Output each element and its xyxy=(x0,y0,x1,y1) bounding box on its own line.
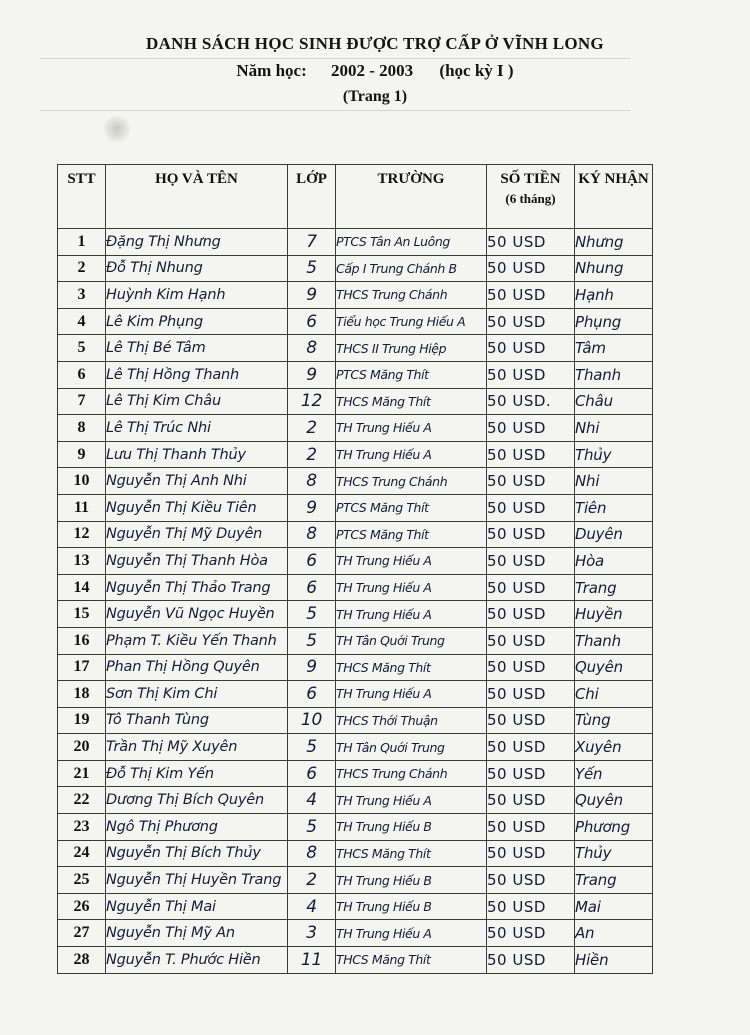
row-stt: 25 xyxy=(58,867,106,894)
row-signature: Tùng xyxy=(575,707,653,734)
row-grade: 4 xyxy=(288,893,336,920)
row-amount: 50 USD xyxy=(487,893,575,920)
row-school: TH Trung Hiếu B xyxy=(336,893,487,920)
header-school: TRƯỜNG xyxy=(336,165,487,229)
table-row xyxy=(58,255,653,282)
table-row xyxy=(58,335,653,362)
row-amount: 50 USD xyxy=(487,681,575,708)
row-name: Nguyễn Thị Thanh Hòa xyxy=(106,548,288,575)
table-row xyxy=(58,601,653,628)
row-grade: 5 xyxy=(288,255,336,282)
row-name: Nguyễn Thị Huyền Trang xyxy=(106,867,288,894)
row-stt: 22 xyxy=(58,787,106,814)
row-signature: Duyên xyxy=(575,521,653,548)
table-row xyxy=(58,574,653,601)
table-row xyxy=(58,468,653,495)
row-amount: 50 USD xyxy=(487,361,575,388)
row-name: Nguyễn Thị Bích Thủy xyxy=(106,840,288,867)
row-stt: 7 xyxy=(58,388,106,415)
row-amount: 50 USD xyxy=(487,494,575,521)
row-school: TH Tân Quới Trung xyxy=(336,734,487,761)
table-row xyxy=(58,840,653,867)
row-stt: 8 xyxy=(58,415,106,442)
row-grade: 9 xyxy=(288,361,336,388)
table-row xyxy=(58,361,653,388)
row-stt: 21 xyxy=(58,760,106,787)
row-stt: 6 xyxy=(58,361,106,388)
row-amount: 50 USD xyxy=(487,787,575,814)
row-name: Đỗ Thị Kim Yến xyxy=(106,760,288,787)
row-school: THCS Trung Chánh xyxy=(336,760,487,787)
row-amount: 50 USD xyxy=(487,548,575,575)
row-grade: 6 xyxy=(288,574,336,601)
table-row xyxy=(58,388,653,415)
row-amount: 50 USD xyxy=(487,840,575,867)
row-amount: 50 USD xyxy=(487,229,575,256)
row-grade: 3 xyxy=(288,920,336,947)
row-grade: 6 xyxy=(288,308,336,335)
row-amount: 50 USD xyxy=(487,947,575,974)
semester-value: I xyxy=(497,61,504,80)
row-school: TH Trung Hiếu B xyxy=(336,867,487,894)
row-name: Nguyễn Thị Thảo Trang xyxy=(106,574,288,601)
table-row xyxy=(58,282,653,309)
table-row xyxy=(58,627,653,654)
row-school: TH Trung Hiếu A xyxy=(336,787,487,814)
row-name: Nguyễn Thị Mỹ An xyxy=(106,920,288,947)
row-stt: 26 xyxy=(58,893,106,920)
row-signature: Thủy xyxy=(575,840,653,867)
row-signature: Thủy xyxy=(575,441,653,468)
row-school: TH Trung Hiếu A xyxy=(336,601,487,628)
row-grade: 7 xyxy=(288,229,336,256)
row-name: Đặng Thị Nhưng xyxy=(106,229,288,256)
row-grade: 8 xyxy=(288,468,336,495)
row-signature: Nhi xyxy=(575,468,653,495)
row-grade: 5 xyxy=(288,601,336,628)
page-number: (Trang 1) xyxy=(342,88,408,105)
row-signature: Tiên xyxy=(575,494,653,521)
table-row xyxy=(58,707,653,734)
row-signature: Quyên xyxy=(575,787,653,814)
row-name: Trần Thị Mỹ Xuyên xyxy=(106,734,288,761)
row-stt: 9 xyxy=(58,441,106,468)
row-amount: 50 USD xyxy=(487,707,575,734)
student-roster-table xyxy=(57,164,653,974)
row-name: Huỳnh Kim Hạnh xyxy=(106,282,288,309)
row-name: Đỗ Thị Nhung xyxy=(106,255,288,282)
row-amount: 50 USD xyxy=(487,255,575,282)
row-grade: 2 xyxy=(288,441,336,468)
row-stt: 20 xyxy=(58,734,106,761)
row-signature: Xuyên xyxy=(575,734,653,761)
row-amount: 50 USD xyxy=(487,920,575,947)
row-signature: Hạnh xyxy=(575,282,653,309)
row-stt: 19 xyxy=(58,707,106,734)
row-school: THCS Thới Thuận xyxy=(336,707,487,734)
row-school: TH Trung Hiếu A xyxy=(336,681,487,708)
table-row xyxy=(58,760,653,787)
row-school: Tiểu học Trung Hiếu A xyxy=(336,308,487,335)
row-amount: 50 USD xyxy=(487,574,575,601)
table-row xyxy=(58,229,653,256)
table-row xyxy=(58,494,653,521)
row-amount: 50 USD xyxy=(487,734,575,761)
header-amount xyxy=(487,165,575,229)
row-amount: 50 USD xyxy=(487,760,575,787)
row-amount: 50 USD xyxy=(487,627,575,654)
row-signature: Trang xyxy=(575,574,653,601)
header-signature: KÝ NHẬN xyxy=(575,165,653,229)
header-amount-label: SỐ TIỀN xyxy=(500,171,561,187)
row-name: Lê Thị Kim Châu xyxy=(106,388,288,415)
table-row xyxy=(58,654,653,681)
row-signature: Hòa xyxy=(575,548,653,575)
row-grade: 6 xyxy=(288,681,336,708)
table-row xyxy=(58,734,653,761)
row-signature: Trang xyxy=(575,867,653,894)
row-school: TH Trung Hiếu A xyxy=(336,441,487,468)
document-title: DANH SÁCH HỌC SINH ĐƯỢC TRỢ CẤP Ở VĨNH LONG xyxy=(146,34,604,53)
row-school: THCS Trung Chánh xyxy=(336,282,487,309)
row-school: TH Trung Hiếu A xyxy=(336,574,487,601)
table-row xyxy=(58,893,653,920)
paper-smudge xyxy=(104,112,130,146)
row-amount: 50 USD xyxy=(487,441,575,468)
row-stt: 4 xyxy=(58,308,106,335)
row-signature: Nhưng xyxy=(575,229,653,256)
row-signature: Phụng xyxy=(575,308,653,335)
row-signature: Thanh xyxy=(575,627,653,654)
row-stt: 13 xyxy=(58,548,106,575)
row-school: TH Tân Quới Trung xyxy=(336,627,487,654)
row-school: PTCS Măng Thít xyxy=(336,494,487,521)
row-school: THCS Măng Thít xyxy=(336,840,487,867)
row-school: THCS Măng Thít xyxy=(336,654,487,681)
row-school: PTCS Măng Thít xyxy=(336,521,487,548)
row-school: PTCS Tân An Luông xyxy=(336,229,487,256)
header-amount-period: (6 tháng) xyxy=(505,191,556,206)
row-stt: 27 xyxy=(58,920,106,947)
row-name: Ngô Thị Phương xyxy=(106,814,288,841)
table-row xyxy=(58,867,653,894)
row-name: Nguyễn T. Phước Hiền xyxy=(106,947,288,974)
row-name: Lê Thị Trúc Nhi xyxy=(106,415,288,442)
row-grade: 8 xyxy=(288,335,336,362)
row-amount: 50 USD xyxy=(487,814,575,841)
row-stt: 18 xyxy=(58,681,106,708)
row-stt: 11 xyxy=(58,494,106,521)
row-school: TH Trung Hiếu A xyxy=(336,548,487,575)
row-name: Lê Thị Bé Tâm xyxy=(106,335,288,362)
row-stt: 28 xyxy=(58,947,106,974)
row-school: Cấp I Trung Chánh B xyxy=(336,255,487,282)
row-school: TH Trung Hiếu A xyxy=(336,415,487,442)
row-grade: 9 xyxy=(288,282,336,309)
row-grade: 9 xyxy=(288,494,336,521)
row-name: Lê Thị Hồng Thanh xyxy=(106,361,288,388)
row-grade: 5 xyxy=(288,814,336,841)
row-amount: 50 USD xyxy=(487,867,575,894)
table-row xyxy=(58,308,653,335)
row-stt: 23 xyxy=(58,814,106,841)
table-row xyxy=(58,920,653,947)
row-signature: Châu xyxy=(575,388,653,415)
row-signature: Thanh xyxy=(575,361,653,388)
row-name: Sơn Thị Kim Chi xyxy=(106,681,288,708)
table-row xyxy=(58,787,653,814)
header-name: HỌ VÀ TÊN xyxy=(106,165,288,229)
table-row xyxy=(58,681,653,708)
row-signature: Phương xyxy=(575,814,653,841)
row-amount: 50 USD xyxy=(487,601,575,628)
row-stt: 17 xyxy=(58,654,106,681)
row-signature: Hiền xyxy=(575,947,653,974)
row-stt: 14 xyxy=(58,574,106,601)
row-amount: 50 USD. xyxy=(487,388,575,415)
school-year-label: Năm học: xyxy=(236,61,307,80)
row-signature: An xyxy=(575,920,653,947)
row-grade: 5 xyxy=(288,734,336,761)
row-signature: Nhung xyxy=(575,255,653,282)
table-row xyxy=(58,415,653,442)
row-name: Dương Thị Bích Quyên xyxy=(106,787,288,814)
row-school: THCS Măng Thít xyxy=(336,947,487,974)
row-stt: 12 xyxy=(58,521,106,548)
row-grade: 11 xyxy=(288,947,336,974)
row-name: Nguyễn Thị Anh Nhi xyxy=(106,468,288,495)
row-school: TH Trung Hiếu B xyxy=(336,814,487,841)
row-grade: 9 xyxy=(288,654,336,681)
row-school: THCS Trung Chánh xyxy=(336,468,487,495)
row-name: Nguyễn Thị Mỹ Duyên xyxy=(106,521,288,548)
row-name: Nguyễn Thị Kiều Tiên xyxy=(106,494,288,521)
row-stt: 2 xyxy=(58,255,106,282)
row-school: PTCS Măng Thít xyxy=(336,361,487,388)
row-grade: 8 xyxy=(288,840,336,867)
table-row xyxy=(58,548,653,575)
row-signature: Chi xyxy=(575,681,653,708)
row-amount: 50 USD xyxy=(487,654,575,681)
row-grade: 5 xyxy=(288,627,336,654)
row-grade: 6 xyxy=(288,548,336,575)
row-stt: 5 xyxy=(58,335,106,362)
table-row xyxy=(58,441,653,468)
row-signature: Tâm xyxy=(575,335,653,362)
row-signature: Nhi xyxy=(575,415,653,442)
row-amount: 50 USD xyxy=(487,415,575,442)
row-school: THCS Măng Thít xyxy=(336,388,487,415)
header-stt: STT xyxy=(58,165,106,229)
table-row xyxy=(58,814,653,841)
row-name: Tô Thanh Tùng xyxy=(106,707,288,734)
semester-suffix: ) xyxy=(507,61,514,80)
row-signature: Yến xyxy=(575,760,653,787)
row-grade: 8 xyxy=(288,521,336,548)
row-grade: 2 xyxy=(288,867,336,894)
header-grade: LỚP xyxy=(288,165,336,229)
row-stt: 1 xyxy=(58,229,106,256)
row-stt: 16 xyxy=(58,627,106,654)
row-school: TH Trung Hiếu A xyxy=(336,920,487,947)
row-stt: 15 xyxy=(58,601,106,628)
row-name: Nguyễn Vũ Ngọc Huyền xyxy=(106,601,288,628)
row-signature: Quyên xyxy=(575,654,653,681)
row-grade: 10 xyxy=(288,707,336,734)
row-grade: 6 xyxy=(288,760,336,787)
row-signature: Huyền xyxy=(575,601,653,628)
school-year-value: 2002 - 2003 xyxy=(331,61,414,80)
row-stt: 24 xyxy=(58,840,106,867)
semester-prefix: (học kỳ xyxy=(439,61,493,80)
table-header-row xyxy=(58,165,653,229)
row-name: Phan Thị Hồng Quyên xyxy=(106,654,288,681)
row-amount: 50 USD xyxy=(487,468,575,495)
row-name: Phạm T. Kiều Yến Thanh xyxy=(106,627,288,654)
row-signature: Mai xyxy=(575,893,653,920)
school-year-line xyxy=(0,61,750,81)
row-grade: 12 xyxy=(288,388,336,415)
row-amount: 50 USD xyxy=(487,335,575,362)
row-name: Nguyễn Thị Mai xyxy=(106,893,288,920)
row-grade: 2 xyxy=(288,415,336,442)
row-amount: 50 USD xyxy=(487,282,575,309)
row-grade: 4 xyxy=(288,787,336,814)
row-stt: 3 xyxy=(58,282,106,309)
table-row xyxy=(58,947,653,974)
row-amount: 50 USD xyxy=(487,521,575,548)
row-name: Lưu Thị Thanh Thủy xyxy=(106,441,288,468)
row-name: Lê Kim Phụng xyxy=(106,308,288,335)
row-school: THCS II Trung Hiệp xyxy=(336,335,487,362)
table-row xyxy=(58,521,653,548)
row-stt: 10 xyxy=(58,468,106,495)
row-amount: 50 USD xyxy=(487,308,575,335)
